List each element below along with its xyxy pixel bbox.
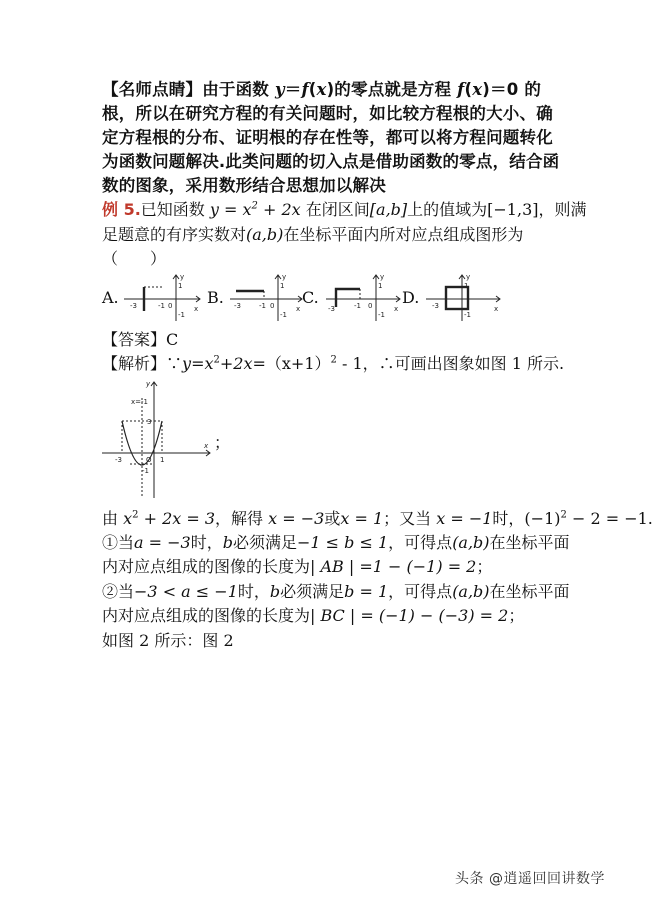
analysis-label: 【解析】 — [102, 354, 167, 373]
option-c-label: C. — [302, 288, 319, 307]
example-label: 例 5. — [102, 200, 141, 219]
tick-p1: 1 — [378, 282, 383, 290]
tick-n1: -1 — [158, 302, 165, 310]
tip-label: 【名师点睛】 — [102, 80, 203, 99]
axis-x-label: x — [394, 305, 399, 313]
axis-y-label: y — [380, 273, 385, 281]
option-b-figure — [226, 271, 306, 323]
axis-x-label: x — [204, 442, 209, 450]
option-d-label: D. — [402, 288, 420, 307]
figure-1-semicolon: ； — [214, 433, 231, 452]
solve-line-5: 内对应点组成的图像的长度为| BC | = (−1) − (−3) = 2； — [102, 606, 525, 625]
axis-x-label: x — [296, 305, 301, 313]
option-b-label: B. — [207, 288, 224, 307]
tick-m1: -1 — [378, 311, 385, 319]
symmetry-label: x=-1 — [131, 398, 148, 406]
tick-n3: -3 — [234, 302, 241, 310]
axis-y-label: y — [146, 380, 151, 388]
teacher-tip-paragraph: 【名师点睛】由于函数 y＝f(x)的零点就是方程 f(x)＝0 的根，所以在研究方程的有关问题时，如比较方程根的大小、确定方程根的分布、证明根的存在性等，都可以将方程问题转化为函数问题解决.此类问题的切入点是借助函数的零点，结合函数的图象，采用数形结合思想加以解决 — [102, 80, 560, 195]
example-line-2: 足题意的有序实数对(a,b)在坐标平面内所对应点组成图形为 — [102, 225, 524, 244]
square-figure — [446, 287, 468, 309]
solve-line-1: 由 $x^2 + 2x = 3$，解得 x = −3或x = 1；又当 x = −1时，$(-1)^2 - 2 = -1$. — [102, 509, 653, 528]
figure-1-parabola — [100, 378, 212, 500]
tick-n1: -1 — [354, 302, 361, 310]
axis-x-label: x — [494, 305, 499, 313]
tick-o: 0 — [168, 302, 173, 310]
tick-n3: -3 — [328, 305, 335, 313]
solve-line-4: ②当−3 < a ≤ −1时，b必须满足b = 1，可得点(a,b)在坐标平面 — [102, 582, 570, 601]
answer-line — [102, 329, 178, 351]
tick-3: 3 — [147, 418, 152, 426]
solve-line-3: 内对应点组成的图像的长度为| AB | =1 − (−1) = 2； — [102, 557, 493, 576]
tick-o: 0 — [270, 302, 275, 310]
answer-value: C — [166, 330, 179, 349]
option-d-figure — [422, 271, 504, 323]
axis-y-label: y — [466, 273, 471, 281]
option-a-figure — [120, 271, 204, 323]
tick-n3: -3 — [130, 302, 137, 310]
tick-n1: -1 — [259, 302, 266, 310]
tick-p1: 1 — [464, 282, 469, 290]
answer-label: 【答案】 — [102, 330, 167, 349]
tick-n3: -3 — [432, 302, 439, 310]
option-a-label: A. — [102, 288, 119, 307]
solve-line-6: 如图 2 所示：图 2 — [102, 631, 234, 650]
origin-label: O — [146, 456, 152, 464]
option-c-figure — [322, 271, 404, 323]
example-line-1: 例 5.已知函数 $y = x^2 + 2x$ 在闭区间[a,b]上的值域为[−1,3]，则满 — [102, 200, 587, 219]
tick-n3: -3 — [115, 456, 122, 464]
tick-m1: -1 — [280, 311, 287, 319]
tick-m1: -1 — [464, 311, 471, 319]
axis-x-label: x — [194, 305, 199, 313]
solve-line-2: ①当a = −3时，b必须满足−1 ≤ b ≤ 1，可得点(a,b)在坐标平面 — [102, 533, 570, 552]
tick-p1: 1 — [280, 282, 285, 290]
axis-y-label: y — [180, 273, 185, 281]
tick-n1: -1 — [142, 467, 149, 475]
tick-m1: -1 — [178, 311, 185, 319]
example-line-3: （ ） — [102, 249, 167, 268]
tick-p1: 1 — [178, 282, 183, 290]
tick-1: 1 — [160, 456, 165, 464]
axis-y-label: y — [282, 273, 287, 281]
tick-o: 0 — [368, 302, 373, 310]
analysis-line: 【解析】$\because y=x^2+2x=(x+1)^2 - 1$，∴可画出图象如图 1 所示. — [102, 354, 565, 373]
watermark: 头条 @逍遥回回讲数学 — [455, 871, 605, 887]
